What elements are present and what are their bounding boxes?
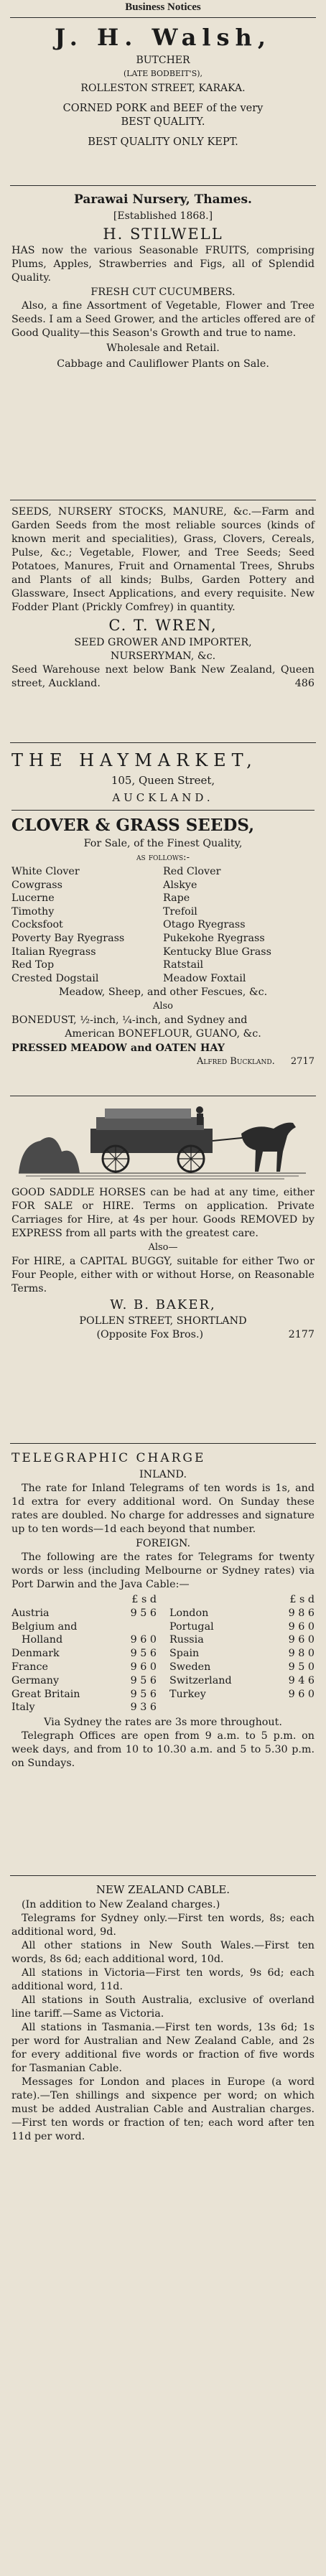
walsh-ad: [11, 22, 315, 149]
parawai-body: HAS now the various Seasonable FRUITS, comprising Plums, Apples, Strawberries and Figs, all of Splendid Quality.: [11, 245, 315, 284]
rate-country: Austria: [11, 1607, 50, 1619]
rate-country: Italy: [11, 1702, 35, 1714]
wren-address: Seed Warehouse next below Bank New Zealand, Queen street, Auckland.: [11, 664, 315, 689]
haymarket-meadow: Meadow, Sheep, and other Fescues, &c.: [58, 986, 268, 999]
seed-item: Cowgrass: [11, 879, 62, 891]
rate-value: 9 6 0: [130, 1661, 157, 1673]
section-header: [11, 1, 315, 14]
rate-row: [169, 1620, 315, 1634]
wren-trade1: SEED GROWER AND IMPORTER,: [74, 637, 252, 648]
seed-item: Kentucky Blue Grass: [163, 946, 271, 958]
currency-header: £ s d: [131, 1594, 157, 1605]
cable-title: NEW ZEALAND CABLE.: [96, 1883, 230, 1896]
telegraph-foreign: FOREIGN.: [135, 1538, 191, 1549]
baker-opposite-line: [11, 1328, 315, 1342]
rate-country: Turkey: [169, 1688, 206, 1700]
seed-item: Poverty Bay Ryegrass: [11, 932, 125, 944]
seed-item: Crested Dogstail: [11, 972, 99, 984]
walsh-line3: BEST QUALITY ONLY KEPT.: [88, 136, 238, 148]
rate-country: Holland: [22, 1634, 63, 1646]
seed-item: Lucerne: [11, 892, 55, 905]
baker-body: GOOD SADDLE HORSES can be had at any time, either FOR SALE or HIRE. Terms on application. Private Carriages for Hire, at 4s per hour. Goods REMOVED by EXPRESS from all parts with the greatest care.: [11, 1187, 315, 1239]
baker-buggy: For HIRE, a CAPITAL BUGGY, suitable for either Two or Four People, either with or without Horse, on Reasonable Terms.: [11, 1256, 315, 1294]
rate-value: 9 6 0: [288, 1688, 315, 1700]
wren-ad: [11, 505, 315, 691]
wren-number: 486: [294, 678, 315, 689]
haymarket-as-follows: as follows:-: [136, 852, 190, 863]
rate-row: [11, 1647, 157, 1661]
telegraph-hours: Telegraph Offices are open from 9 a.m. to 5 p.m. on week days, and from 10 to 10.30 a.m. and 5 to 5.30 p.m. on Sundays.: [11, 1730, 315, 1770]
rate-country: Spain: [169, 1648, 200, 1660]
seed-item: Trefoil: [163, 905, 197, 918]
walsh-trade: BUTCHER: [136, 55, 190, 66]
rates-table: [11, 1593, 315, 1714]
baker-also: Also—: [148, 1242, 178, 1253]
cable-text6: All stations in Tasmania.—First ten words, 13s 6d; 1s per word for Australian and New Zealand Cable, and 2s for every additional five words or fraction of five words for Tasmanian Cable.: [11, 2022, 315, 2074]
rate-country: Switzerland: [169, 1674, 232, 1686]
haymarket-city: AUCKLAND.: [112, 791, 214, 804]
divider: [10, 1443, 316, 1444]
carriage-illustration: [11, 1101, 315, 1182]
seed-item: Cocksfoot: [11, 919, 63, 931]
seed-item: Ratstail: [163, 959, 204, 971]
wren-name: C. T. WREN,: [108, 617, 218, 634]
divider: [10, 1875, 316, 1876]
parawai-title: Parawai Nursery, Thames.: [74, 192, 252, 207]
seed-item: Pukekohe Ryegrass: [163, 932, 265, 944]
rate-value: 9 4 6: [288, 1674, 315, 1686]
rate-value: 9 3 6: [130, 1702, 157, 1714]
walsh-address: ROLLESTON STREET, KARAKA.: [80, 83, 246, 94]
parawai-ad: [11, 191, 315, 372]
haymarket-signature-line: [11, 1055, 315, 1068]
rate-row: [169, 1674, 315, 1688]
rate-value: 9 6 0: [288, 1620, 315, 1633]
seed-item: Meadow Foxtail: [163, 972, 246, 984]
rate-country: Denmark: [11, 1648, 60, 1660]
baker-opposite: (Opposite Fox Bros.): [96, 1329, 204, 1340]
walsh-line2: BEST QUALITY.: [121, 116, 205, 128]
baker-ad: [11, 1101, 315, 1342]
divider: [10, 17, 316, 18]
haymarket-title: THE HAYMARKET,: [11, 750, 258, 770]
parawai-cucumbers: FRESH CUT CUCUMBERS.: [90, 286, 236, 298]
parawai-wholesale: Wholesale and Retail.: [106, 342, 220, 354]
divider: [10, 742, 316, 743]
rate-country: Germany: [11, 1674, 60, 1686]
rate-value: 9 5 0: [288, 1661, 315, 1673]
telegraph-inland: INLAND.: [139, 1469, 187, 1480]
rate-country: Portugal: [169, 1620, 214, 1633]
rate-row: [169, 1607, 315, 1620]
baker-name: W. B. BAKER,: [110, 1297, 216, 1312]
parawai-proprietor: H. STILWELL: [103, 225, 223, 243]
rate-value: 9 6 0: [130, 1634, 157, 1646]
wren-trade2: NURSERYMAN, &c.: [110, 650, 216, 662]
seed-item: Rape: [163, 892, 190, 905]
haymarket-subhead: For Sale, of the Finest Quality,: [83, 838, 243, 849]
rate-value: 9 5 6: [130, 1688, 157, 1700]
seed-item: Red Clover: [163, 866, 221, 877]
rate-value: 9 8 6: [288, 1607, 315, 1619]
haymarket-headline: CLOVER & GRASS SEEDS,: [11, 816, 255, 835]
haymarket-bonedust: BONEDUST, ½-inch, ¼-inch, and Sydney and: [11, 1014, 248, 1027]
rates-column-left: [11, 1593, 157, 1714]
rate-value: 9 5 6: [130, 1674, 157, 1686]
rate-country: Belgium and: [11, 1620, 78, 1633]
haymarket-street: 105, Queen Street,: [111, 774, 215, 787]
parawai-body2: Also, a fine Assortment of Vegetable, Flower and Tree Seeds. I am a Seed Grower, and the articles offered are of Good Quality—this Season's Growth and true to name.: [11, 300, 315, 339]
rate-row: [169, 1661, 315, 1674]
seed-item: Alskye: [163, 879, 197, 891]
seed-list: [11, 865, 315, 985]
haymarket-number: 2717: [290, 1056, 315, 1068]
haymarket-signature: Alfred Buckland.: [197, 1056, 275, 1068]
parawai-established: [Established 1868.]: [113, 210, 213, 222]
cable-text4: All stations in Victoria—First ten words, 9s 6d; each additional word, 11d.: [11, 1967, 315, 1992]
telegraph-ad: [11, 1449, 315, 1770]
rate-country: Great Britain: [11, 1688, 80, 1700]
rate-value: 9 5 6: [130, 1648, 157, 1660]
rates-column-right: [169, 1593, 315, 1714]
seed-item: Timothy: [11, 905, 55, 918]
cable-ad: [11, 1881, 315, 2144]
seed-item: Red Top: [11, 959, 55, 971]
rate-country: France: [11, 1661, 48, 1673]
cable-text3: All other stations in New South Wales.—First ten words, 8s 6d; each additional word, 10d.: [11, 1940, 315, 1965]
walsh-late: (LATE BODBEIT'S),: [123, 69, 203, 78]
currency-header: £ s d: [289, 1594, 315, 1605]
telegraph-via-sydney: Via Sydney the rates are 3s more throughout.: [44, 1717, 282, 1729]
seed-item: Otago Ryegrass: [163, 919, 246, 931]
wren-body: SEEDS, NURSERY STOCKS, MANURE, &c.—Farm and Garden Seeds from the most reliable sources (kinds of known merit and specialities), Grass, Clovers, Cereals, Pulse, &c.; Vegetable, Flower, and Tree Seeds; Seed Potatoes, Manures, Fruit and Ornamental Trees, Shrubs and Plants of all kinds; Bulbs, Garden Pottery and Glassware, Insect Applications, and every requisite. New Fodder Plant (Prickly Comfrey) in quantity.: [11, 506, 315, 613]
seed-item: Italian Ryegrass: [11, 946, 96, 958]
rate-row: [11, 1701, 157, 1714]
divider: [10, 185, 316, 186]
cable-text1: (In addition to New Zealand charges.): [22, 1899, 220, 1910]
rate-country: Russia: [169, 1634, 204, 1646]
haymarket-pressed: PRESSED MEADOW and OATEN HAY: [11, 1042, 225, 1055]
rate-country: London: [169, 1607, 209, 1619]
rate-row: [11, 1633, 157, 1647]
rate-row: [11, 1674, 157, 1688]
haymarket-boneflour: American BONEFLOUR, GUANO, &c.: [65, 1028, 261, 1040]
seed-item: White Clover: [11, 866, 80, 877]
parawai-plants: Cabbage and Cauliflower Plants on Sale.: [57, 358, 269, 370]
rate-value: 9 6 0: [288, 1634, 315, 1646]
walsh-line1: CORNED PORK and BEEF of the very: [62, 103, 264, 114]
rate-row: [11, 1620, 157, 1634]
telegraph-foreign-text: The following are the rates for Telegrams for twenty words or less (including Melbourne or Sydney rates) via Port Darwin and the Java Cable:—: [11, 1551, 315, 1590]
baker-number: 2177: [288, 1329, 315, 1340]
rate-value: 9 8 0: [288, 1648, 315, 1660]
rate-row: [169, 1647, 315, 1661]
cable-text2: Telegrams for Sydney only.—First ten words, 8s; each additional word, 9d.: [11, 1913, 315, 1938]
cable-text5: All stations in South Australia, exclusive of overland line tariff.—Same as Victoria.: [11, 1994, 315, 2020]
haymarket-ad: [11, 748, 315, 1068]
rate-row: [11, 1607, 157, 1620]
telegraph-inland-text: The rate for Inland Telegrams of ten words is 1s, and 1d extra for every additional word. On Sunday these rates are doubled. No charge for addresses and signature up to ten words—1d each beyond that number.: [11, 1483, 315, 1535]
rate-row: [169, 1688, 315, 1702]
rate-row: [11, 1688, 157, 1702]
haymarket-also: Also: [152, 1001, 174, 1012]
rate-row: [169, 1633, 315, 1647]
telegraph-title: TELEGRAPHIC CHARGE: [11, 1451, 206, 1465]
cable-text7: Messages for London and places in Europe (a word rate).—Ten shillings and sixpence per word; on which must be added Australian Cable and Australian charges.—First ten words or fraction of ten; each word after ten 11d per word.: [11, 2076, 315, 2142]
rate-country: Sweden: [169, 1661, 211, 1673]
rate-value: 9 5 6: [130, 1607, 157, 1619]
walsh-name: J. H. Walsh,: [55, 24, 271, 51]
wren-address-line: [11, 663, 315, 691]
baker-address: POLLEN STREET, SHORTLAND: [79, 1315, 247, 1327]
section-title: Business Notices: [125, 1, 201, 13]
rate-row: [11, 1661, 157, 1674]
